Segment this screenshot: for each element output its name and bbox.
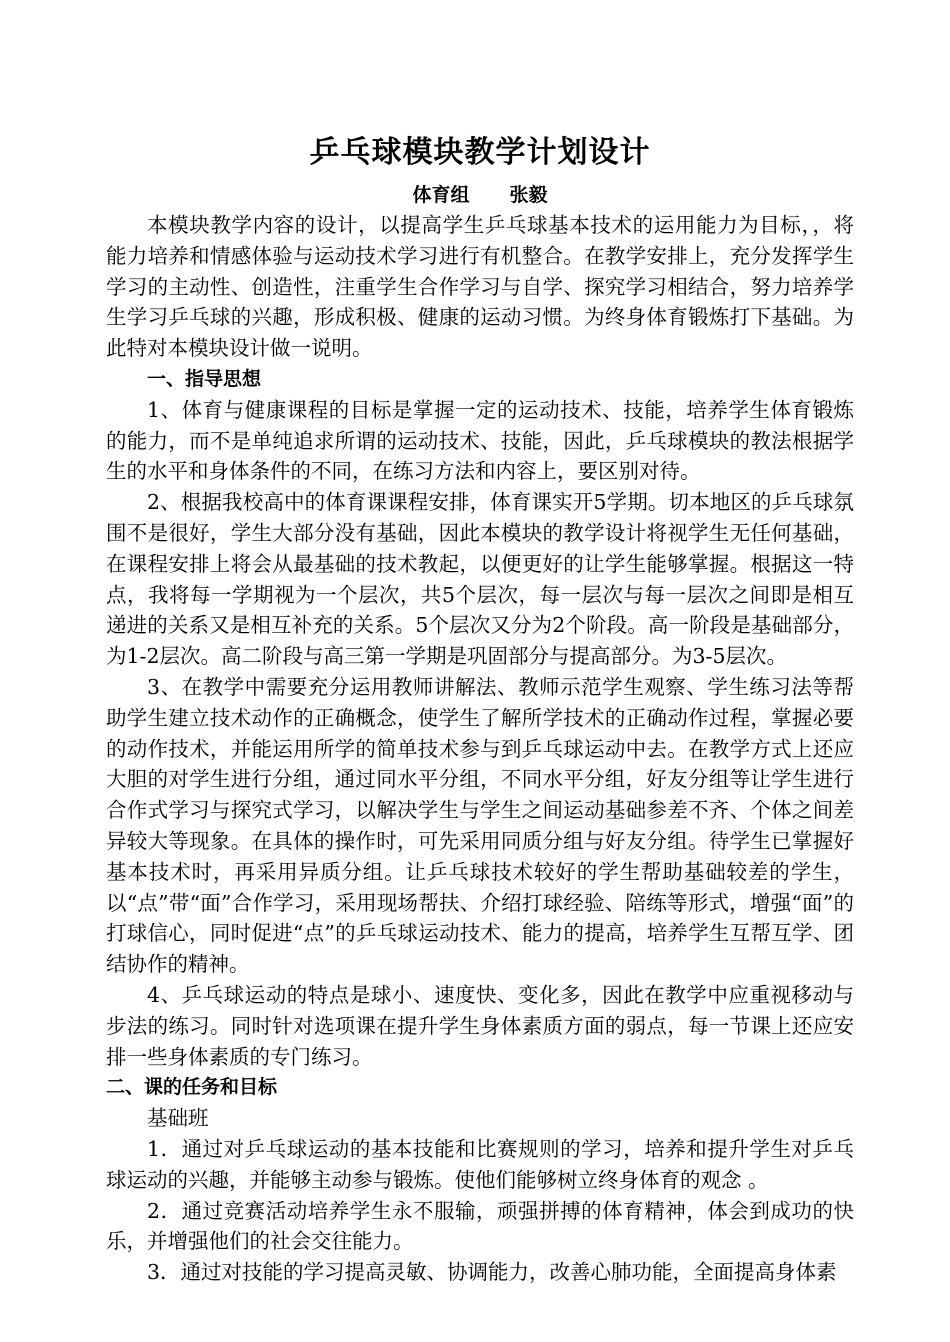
section2-subheading: 基础班	[147, 1106, 209, 1131]
section2-paragraph-1: 1．通过对乒乓球运动的基本技能和比赛规则的学习，培养和提升学生对乒乓球运动的兴趣，并能够主动参与锻炼。使他们能够树立终身体育的观念 。	[106, 1136, 854, 1192]
section1-paragraph-3: 3、在教学中需要充分运用教师讲解法、教师示范学生观察、学生练习法等帮助学生建立技术动作的正确概念，使学生了解所学技术的正确动作过程，掌握必要的动作技术，并能运用所学的简单技术参与到乒乓球运动中去。在教学方式上还应大胆的对学生进行分组，通过同水平分组，不同水平分组，好友分组等让学生进行合作式学习与探究式学习，以解决学生与学生之间运动基础参差不齐、个体之间差异较大等现象。在具体的操作时，可先采用同质分组与好友分组。待学生已掌握好基本技术时，再采用异质分组。让乒乓球技术较好的学生帮助基础较差的学生，以“点”带“面”合作学习，采用现场帮扶、介绍打球经验、陪练等形式，增强“面”的打球信心，同时促进“点”的乒乓球运动技术、能力的提高，培养学生互帮互学、团结协作的精神。	[106, 674, 854, 977]
section1-paragraph-2: 2、根据我校高中的体育课课程安排，体育课实开5学期。切本地区的乒乓球氛围不是很好，学生大部分没有基础，因此本模块的教学设计将视学生无任何基础，在课程安排上将会从最基础的技术教起，以便更好的让学生能够掌握。根据这一特点，我将每一学期视为一个层次，共5个层次，每一层次与每一层次之间即是相互递进的关系又是相互补充的关系。5个层次又分为2个阶段。高一阶段是基础部分，为1-2层次。高二阶段与高三第一学期是巩固部分与提高部分。为3-5层次。	[106, 490, 854, 669]
section1-paragraph-4: 4、乒乓球运动的特点是球小、速度快、变化多，因此在教学中应重视移动与步法的练习。同时针对选项课在提升学生身体素质方面的弱点，每一节课上还应安排一些身体素质的专门练习。	[106, 982, 854, 1069]
section1-heading: 一、指导思想	[147, 367, 262, 390]
section2-paragraph-3: 3．通过对技能的学习提高灵敏、协调能力，改善心肺功能，全面提高身体素	[147, 1260, 837, 1285]
intro-paragraph: 本模块教学内容的设计，以提高学生乒乓球基本技术的运用能力为目标，，将能力培养和情感体验与运动技术学习进行有机整合。在教学安排上，充分发挥学生学习的主动性、创造性，注重学生合作学习与自学、探究学习相结合，努力培养学生学习乒乓球的兴趣，形成积极、健康的运动习惯。为终身体育锻炼打下基础。为此特对本模块设计做一说明。	[106, 213, 854, 361]
document-page	[106, 128, 854, 1288]
section1-paragraph-1: 1、体育与健康课程的目标是掌握一定的运动技术、技能，培养学生体育锻炼的能力，而不是单纯追求所谓的运动技术、技能，因此，乒乓球模块的教法根据学生的水平和身体条件的不同，在练习方法和内容上，要区别对待。	[106, 397, 854, 484]
document-title: 乒乓球模块教学计划设计	[309, 135, 651, 170]
author-line	[106, 180, 854, 210]
section2-paragraph-2: 2．通过竞赛活动培养学生永不服输，顽强拼搏的体育精神，体会到成功的快乐，并增强他们的社会交往能力。	[106, 1198, 854, 1254]
author-name: 张毅	[509, 184, 548, 206]
author-group: 体育组	[412, 184, 470, 206]
section2-heading: 二、课的任务和目标	[106, 1076, 278, 1099]
